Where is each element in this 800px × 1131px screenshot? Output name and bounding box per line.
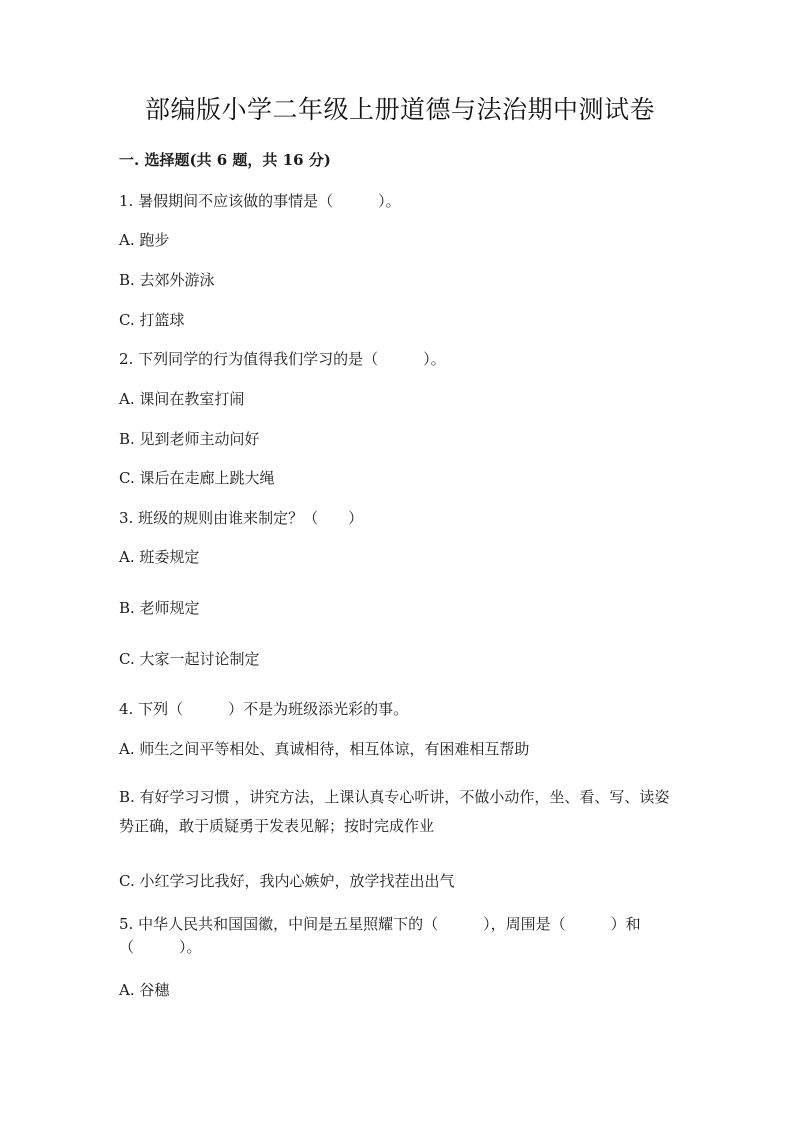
question-stem: 4. 下列（ ）不是为班级添光彩的事。 bbox=[119, 700, 409, 718]
question-stem: 3. 班级的规则由谁来制定？（ ） bbox=[119, 509, 364, 527]
page-title: 部编版小学二年级上册道德与法治期中测试卷 bbox=[144, 95, 655, 124]
answer-option: B. 有好学习习惯 ，讲究方法，上课认真专心听讲，不做小动作，坐、看、写、读姿势正确，敢于质疑勇于发表见解；按时完成作业 bbox=[119, 788, 670, 835]
answer-option: A. 课间在教室打闹 bbox=[119, 390, 245, 408]
question-stem: 2. 下列同学的行为值得我们学习的是（ ）。 bbox=[119, 350, 446, 368]
section-heading: 一. 选择题(共 6 题，共 16 分) bbox=[119, 151, 331, 169]
answer-option: B. 去郊外游泳 bbox=[119, 271, 215, 289]
answer-option: C. 课后在走廊上跳大绳 bbox=[119, 469, 275, 487]
answer-option: A. 班委规定 bbox=[119, 548, 200, 566]
answer-option: B. 老师规定 bbox=[119, 599, 200, 617]
question-stem: 1. 暑假期间不应该做的事情是（ ）。 bbox=[119, 192, 401, 210]
answer-option: A. 师生之间平等相处、真诚相待，相互体谅，有困难相互帮助 bbox=[119, 740, 530, 758]
answer-option: B. 见到老师主动问好 bbox=[119, 430, 260, 448]
answer-option: C. 小红学习比我好，我内心嫉妒，放学找茬出出气 bbox=[119, 872, 455, 890]
answer-option: C. 打篮球 bbox=[119, 311, 185, 329]
answer-option: C. 大家一起讨论制定 bbox=[119, 650, 260, 668]
answer-option: A. 谷穗 bbox=[119, 981, 170, 999]
question-stem: 5. 中华人民共和国国徽，中间是五星照耀下的（ ），周围是（ ）和（ ）。 bbox=[119, 915, 641, 956]
answer-option: A. 跑步 bbox=[119, 231, 170, 249]
